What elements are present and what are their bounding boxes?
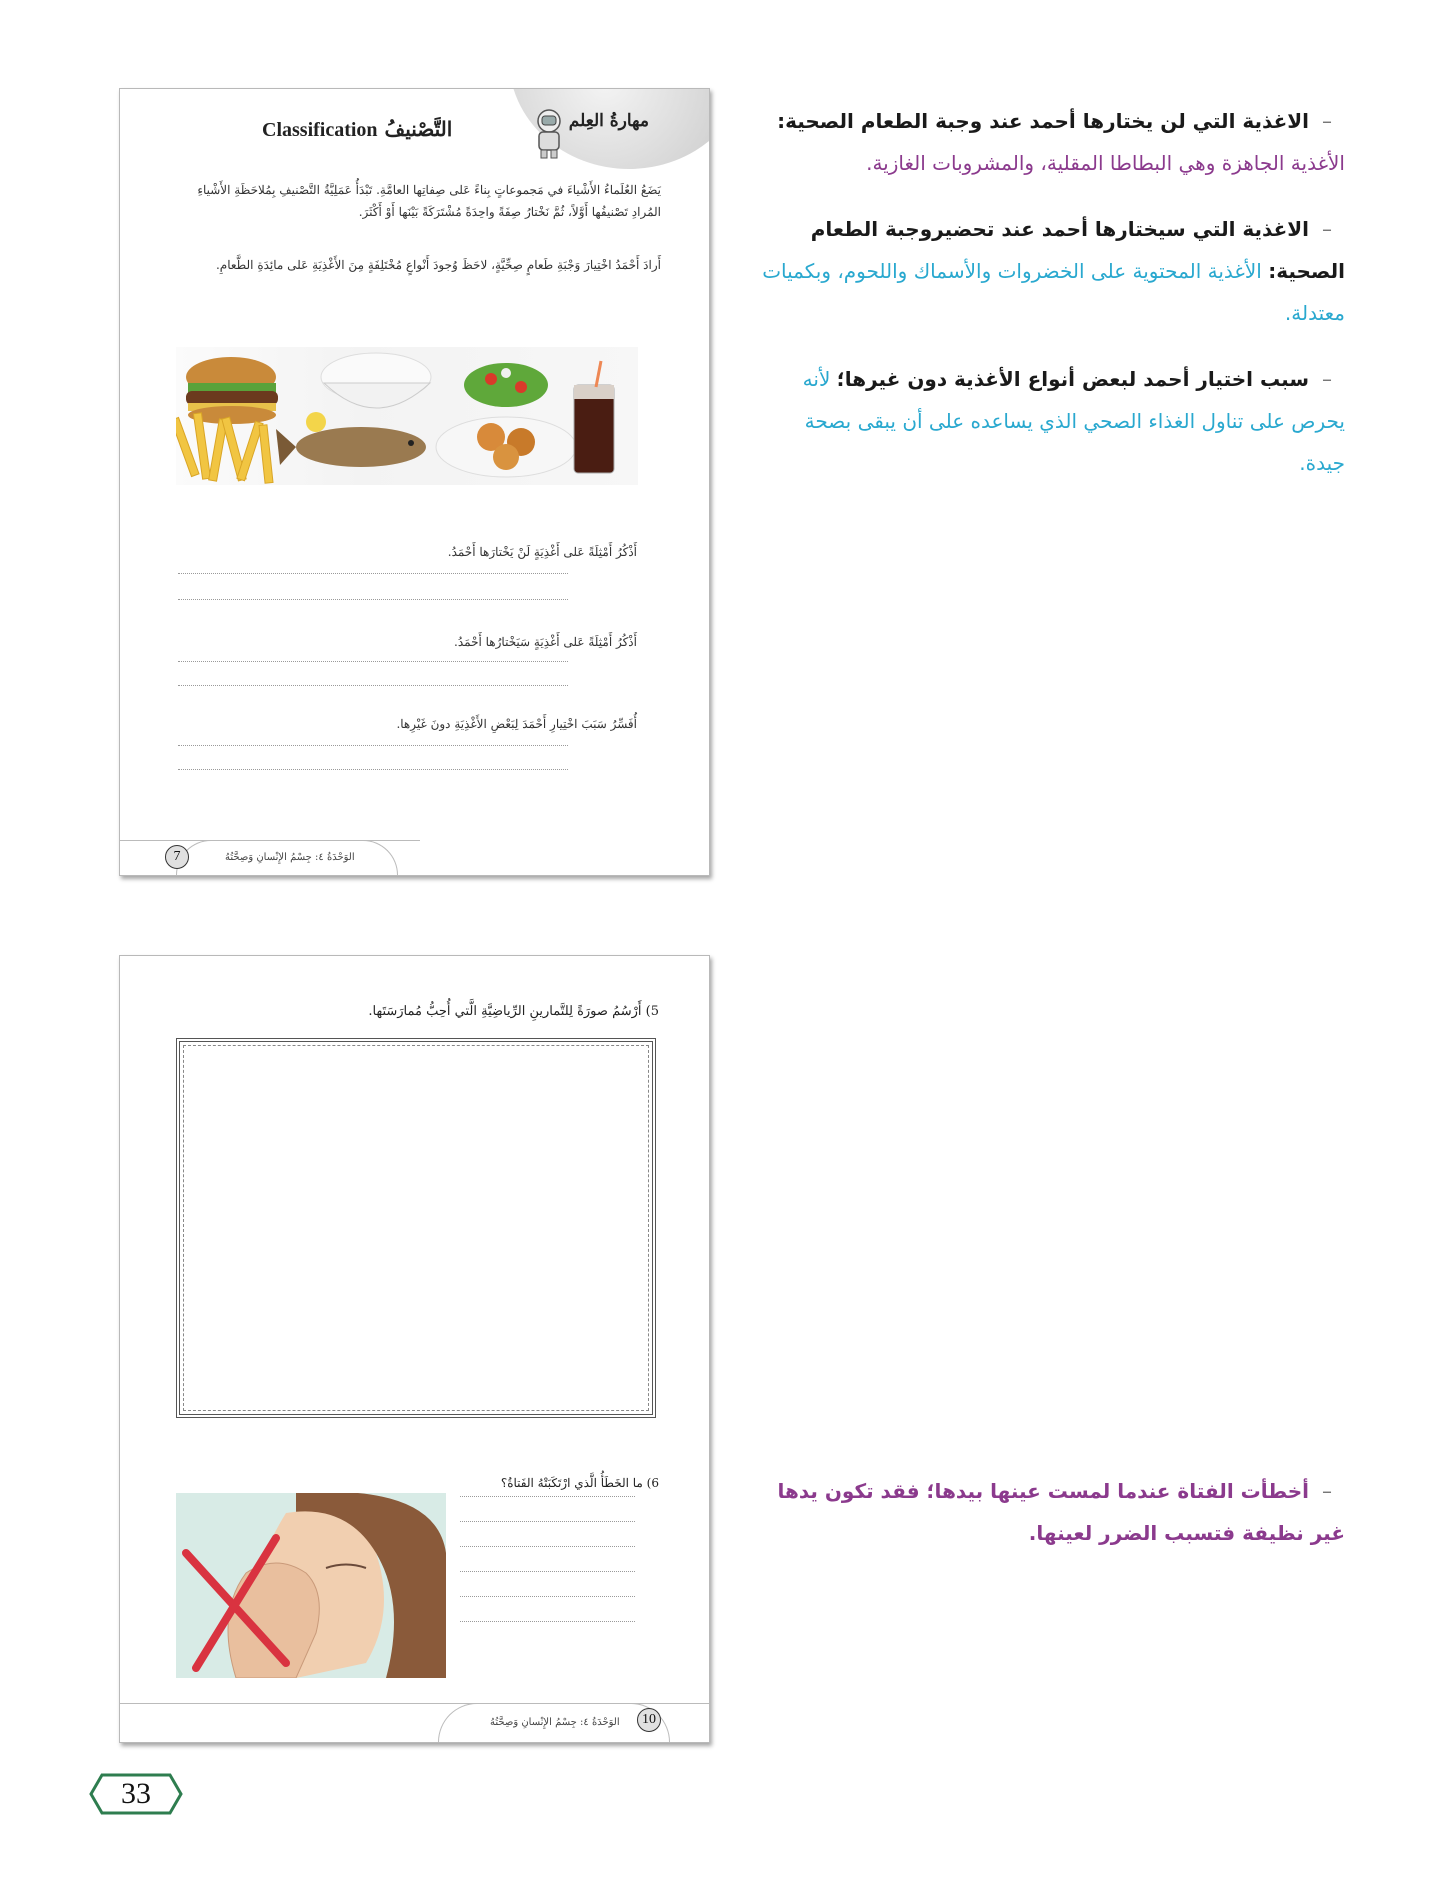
astronaut-icon bbox=[529, 107, 569, 159]
question-2: أَذْكُرُ أَمْثِلَةً عَلى أَغْذِيَةٍ سَيَخْتارُها أَحْمَدُ. bbox=[454, 635, 637, 649]
bottom-page-number-badge bbox=[88, 1772, 184, 1816]
drawing-box[interactable] bbox=[176, 1038, 656, 1418]
girl-rubbing-eye-image bbox=[176, 1493, 446, 1678]
answer-1: –الاغذية التي لن يختارها أحمد عند وجبة الطعام الصحية: الأغذية الجاهزة وهي البطاطا المقلية، والمشروبات الغازية. bbox=[777, 109, 1345, 175]
question-6: 6) ما الخَطَأُ الَّذي ارْتَكَبَتْهُ الفَتاةُ؟ bbox=[500, 1476, 659, 1490]
worksheet-page-7 bbox=[119, 88, 710, 876]
section-title bbox=[262, 117, 452, 142]
answer-1-question: الاغذية التي لن يختارها أحمد عند وجبة الطعام الصحية: bbox=[777, 109, 1309, 133]
skill-title: مهارةُ العِلم bbox=[568, 111, 649, 131]
unit-label: الوَحْدَةُ ٤: جِسْمُ الإِنْسانِ وَصِحَّتُهُ bbox=[490, 1717, 620, 1728]
answer-line bbox=[178, 769, 568, 770]
answer-2-question: الاغذية التي سيختارها أحمد عند تحضيروجبة الطعام الصحية: bbox=[810, 217, 1345, 283]
answer-line bbox=[178, 661, 568, 662]
unit-label: الوَحْدَةُ ٤: جِسْمُ الإِنْسانِ وَصِحَّتُهُ bbox=[225, 852, 355, 863]
answer-1-text: الأغذية الجاهزة وهي البطاطا المقلية، والمشروبات الغازية. bbox=[866, 151, 1345, 175]
intro-paragraph: يَضَعُ العُلَماءُ الأَشْياءَ في مَجموعاتٍ بِناءً عَلى صِفاتِها العامَّةِ. تَبْدَأُ عَمَلِيَّةُ التَّصْنيفِ بِمُلاحَظَةِ الأَشْياءِ المُرادِ تَصْنيفُها أَوَّلاً، ثُمَّ نَخْتارُ صِفَةً واحِدَةً مُشْتَرَكَةً بَيْنَها أَوْ أَكْثَرَ. bbox=[197, 183, 661, 219]
page-footer bbox=[120, 841, 709, 875]
answer-line bbox=[178, 599, 568, 600]
answer-3-text: لأنه يحرص على تناول الغذاء الصحي الذي يساعده على أن يبقى بصحة جيدة. bbox=[802, 367, 1345, 475]
question-5: 5) أَرْسُمُ صورَةً لِلتَّمارينِ الرِّياضِيَّةِ الَّتي أُحِبُّ مُمارَسَتَها. bbox=[368, 1004, 659, 1019]
answer-3-question: سبب اختيار أحمد لبعض أنواع الأغذية دون غيرها؛ bbox=[836, 367, 1309, 391]
answer-line bbox=[178, 573, 568, 574]
page-number: 10 bbox=[637, 1708, 661, 1732]
answer-4-text: أخطأت الفتاة عندما لمست عينها بيدها؛ فقد تكون يدها غير نظيفة فتسبب الضرر لعينها. bbox=[777, 1479, 1345, 1545]
food-photo bbox=[176, 347, 638, 485]
bottom-page-number: 33 bbox=[121, 1777, 151, 1810]
answer-4: –أخطأت الفتاة عندما لمست عينها بيدها؛ فقد تكون يدها غير نظيفة فتسبب الضرر لعينها. bbox=[777, 1479, 1345, 1545]
worksheet-page-10 bbox=[119, 955, 710, 1743]
section-title-en: Classification bbox=[262, 119, 378, 141]
page-number: 7 bbox=[165, 845, 189, 869]
question-3: أُفَسِّرُ سَبَبَ اخْتِيارِ أَحْمَدَ لِبَعْضِ الأَغْذِيَةِ دونَ غَيْرِها. bbox=[396, 717, 637, 731]
answer-lines bbox=[460, 1496, 635, 1646]
answer-line bbox=[178, 745, 568, 746]
answer-3: –سبب اختيار أحمد لبعض أنواع الأغذية دون غيرها؛ لأنه يحرص على تناول الغذاء الصحي الذي يساعده على أن يبقى بصحة جيدة. bbox=[802, 367, 1345, 475]
answer-line bbox=[178, 685, 568, 686]
scenario-paragraph: أَرادَ أَحْمَدُ اخْتِيارَ وَجْبَةِ طَعامٍ صِحِّيَّةٍ، لاحَظَ وُجودَ أَنْواعٍ مُخْتَلِفَةٍ مِنَ الأَغْذِيَةِ عَلى مائِدَةِ الطَّعامِ. bbox=[215, 258, 661, 272]
section-title-ar: التَّصْنيفُ bbox=[384, 117, 453, 141]
question-1: أَذْكُرُ أَمْثِلَةً عَلى أَغْذِيَةٍ لَنْ يَخْتارَها أَحْمَدُ. bbox=[447, 545, 637, 559]
answer-2: –الاغذية التي سيختارها أحمد عند تحضيروجبة الطعام الصحية: الأغذية المحتوية على الخضروات والأسماك واللحوم، وبكميات معتدلة. bbox=[762, 217, 1345, 325]
answer-2-text: الأغذية المحتوية على الخضروات والأسماك واللحوم، وبكميات معتدلة. bbox=[762, 259, 1345, 325]
